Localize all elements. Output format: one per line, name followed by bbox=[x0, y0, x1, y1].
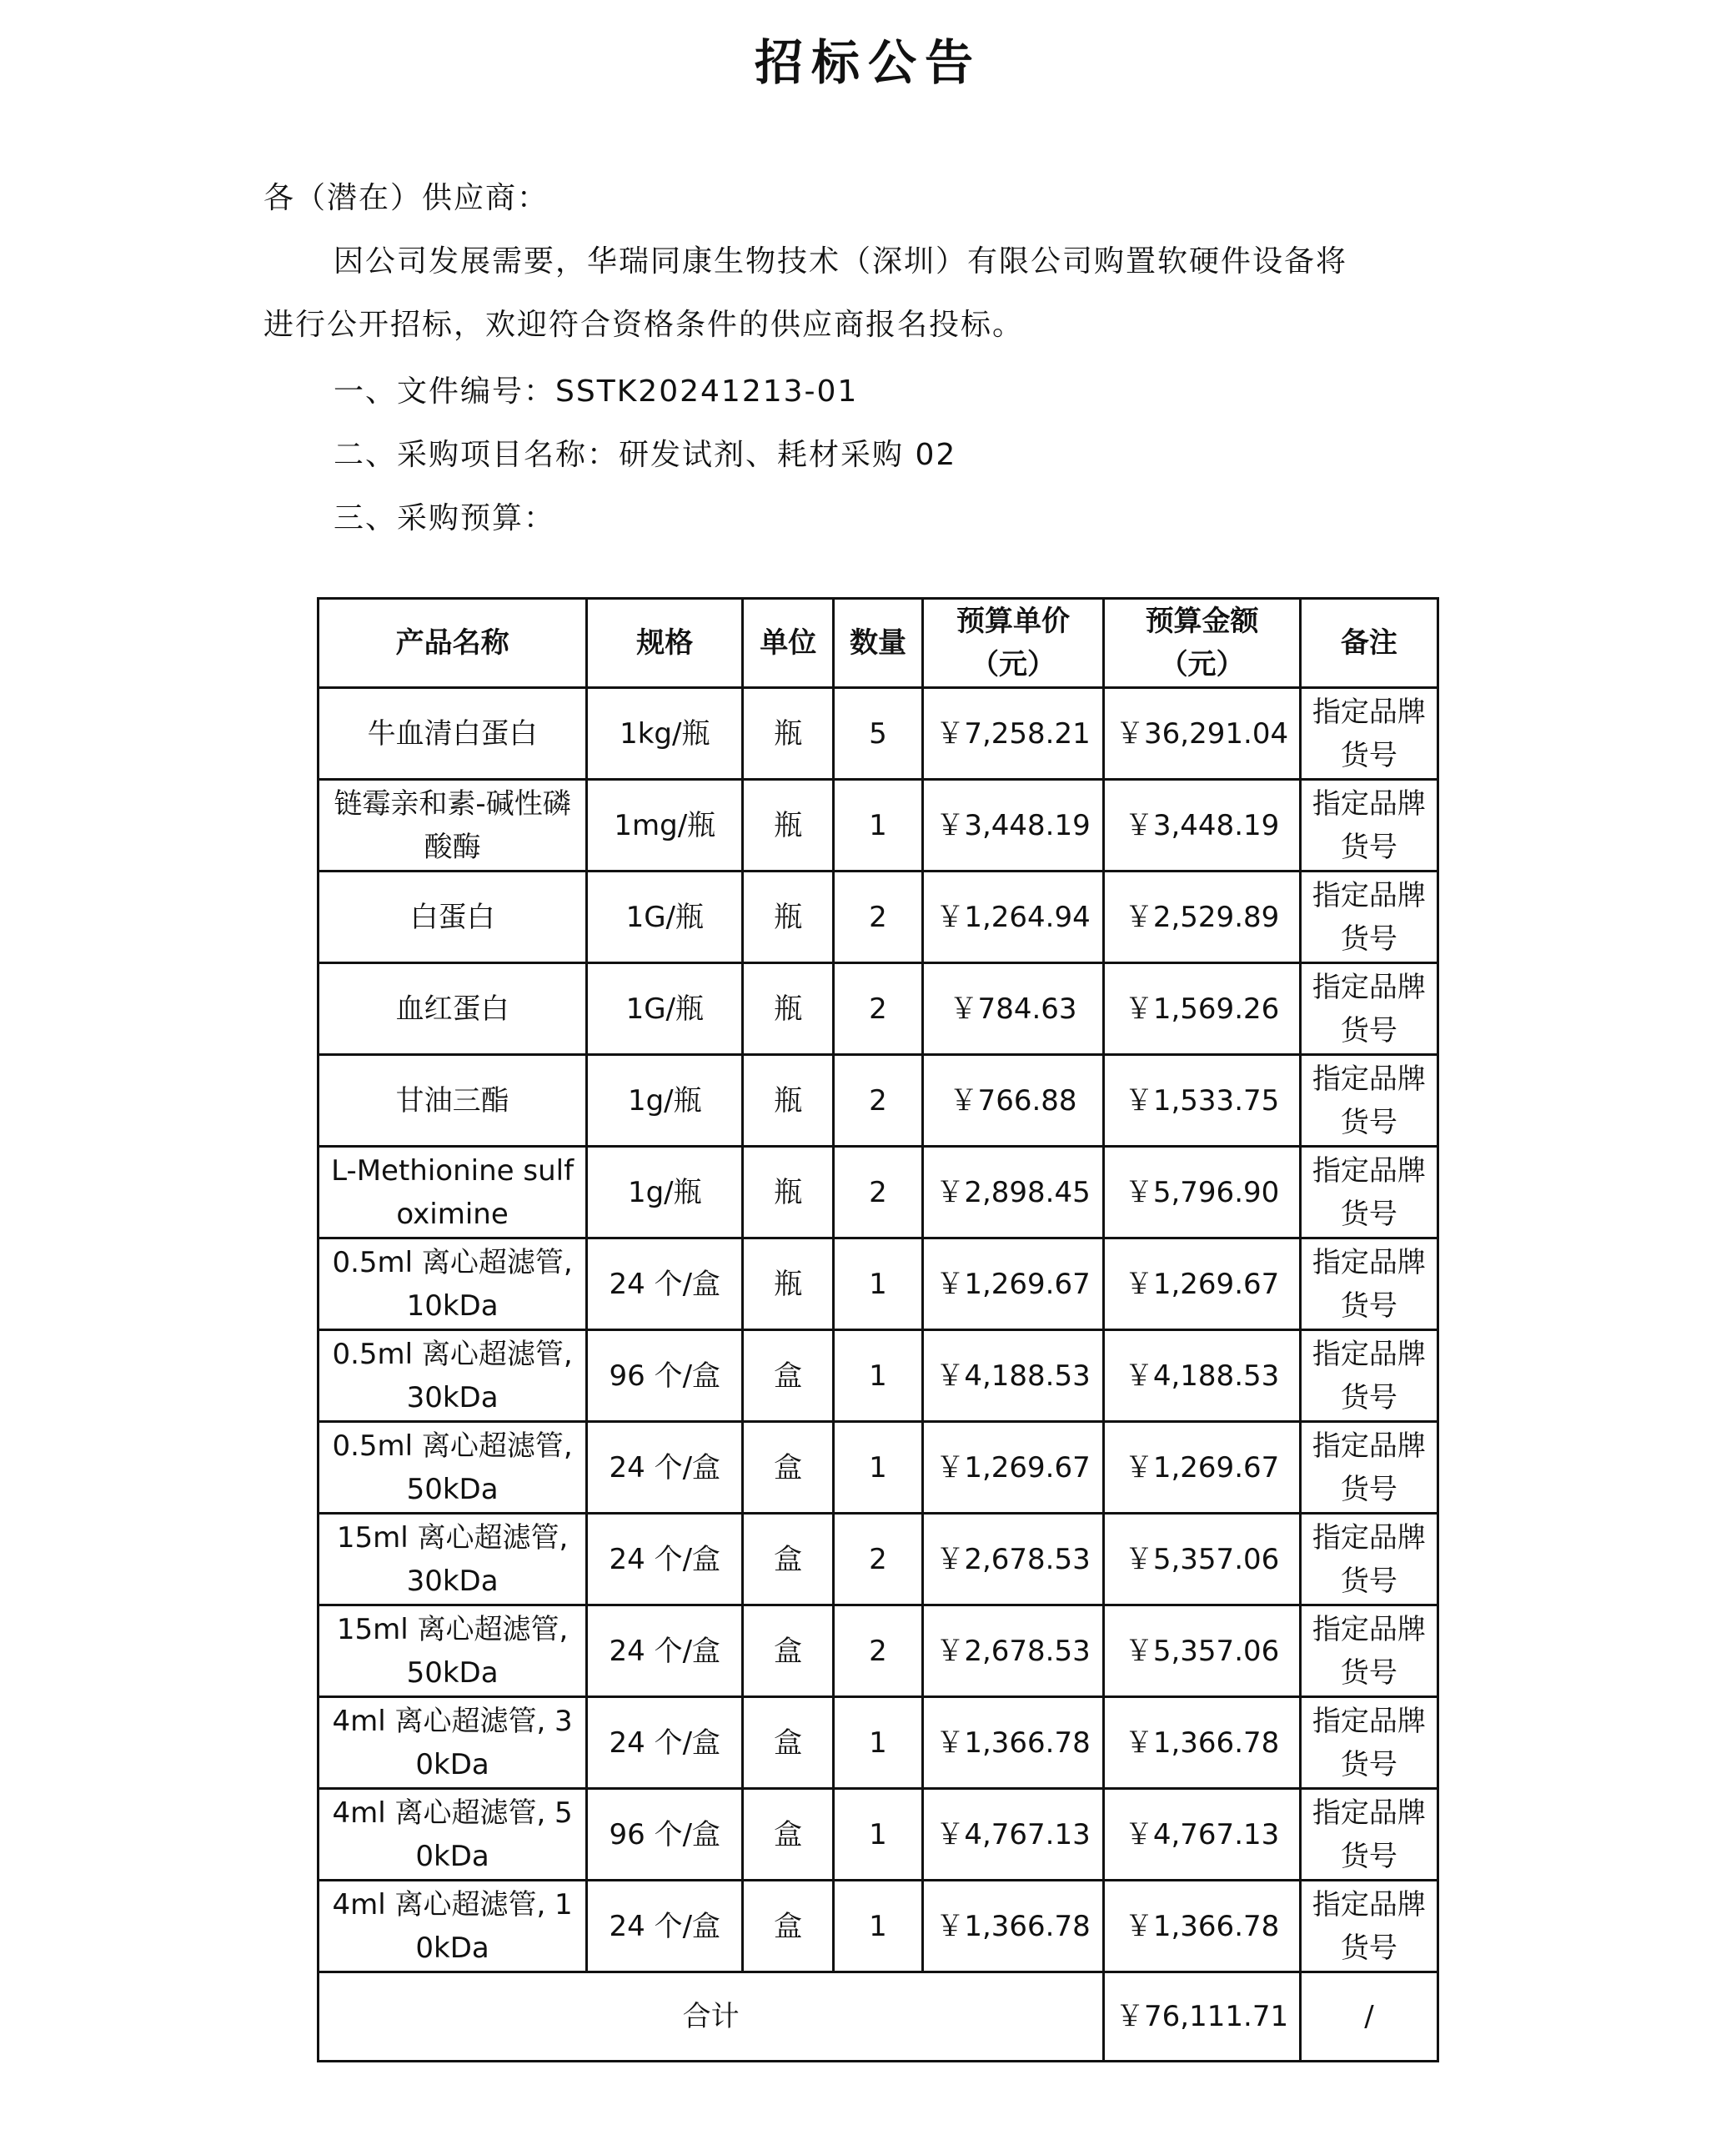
cell-amount: ￥1,533.75 bbox=[1104, 1055, 1301, 1147]
cell-remark: 指定品牌货号 bbox=[1300, 1330, 1437, 1422]
cell-quantity: 2 bbox=[834, 963, 923, 1055]
total-label: 合计 bbox=[319, 1972, 1104, 2062]
header-quantity: 数量 bbox=[834, 599, 923, 688]
cell-amount: ￥4,767.13 bbox=[1104, 1789, 1301, 1881]
cell-remark: 指定品牌货号 bbox=[1300, 1605, 1437, 1697]
table-row bbox=[319, 1514, 1438, 1605]
cell-amount: ￥4,188.53 bbox=[1104, 1330, 1301, 1422]
cell-remark: 指定品牌货号 bbox=[1300, 1238, 1437, 1330]
cell-amount: ￥1,366.78 bbox=[1104, 1881, 1301, 1972]
cell-spec: 24 个/盒 bbox=[587, 1881, 743, 1972]
cell-remark: 指定品牌货号 bbox=[1300, 1514, 1437, 1605]
cell-spec: 96 个/盒 bbox=[587, 1789, 743, 1881]
cell-unit-price: ￥1,269.67 bbox=[922, 1422, 1103, 1514]
cell-unit-price: ￥7,258.21 bbox=[922, 688, 1103, 780]
header-unit-price: 预算单价（元） bbox=[922, 599, 1103, 688]
cell-unit-price: ￥2,678.53 bbox=[922, 1514, 1103, 1605]
cell-product-name: 4ml 离心超滤管, 30kDa bbox=[319, 1697, 587, 1789]
cell-quantity: 1 bbox=[834, 780, 923, 872]
cell-unit-price: ￥1,269.67 bbox=[922, 1238, 1103, 1330]
cell-spec: 24 个/盒 bbox=[587, 1605, 743, 1697]
header-unit: 单位 bbox=[743, 599, 834, 688]
table-header-row bbox=[319, 599, 1438, 688]
header-product-name: 产品名称 bbox=[319, 599, 587, 688]
cell-product-name: L-Methionine sulfoximine bbox=[319, 1147, 587, 1238]
cell-spec: 24 个/盒 bbox=[587, 1238, 743, 1330]
cell-unit: 瓶 bbox=[743, 872, 834, 963]
cell-product-name: 4ml 离心超滤管, 50kDa bbox=[319, 1789, 587, 1881]
header-amount: 预算金额（元） bbox=[1104, 599, 1301, 688]
cell-product-name: 甘油三酯 bbox=[319, 1055, 587, 1147]
table-body bbox=[319, 688, 1438, 1972]
file-number: 一、文件编号：SSTK20241213-01 bbox=[334, 374, 859, 409]
cell-unit-price: ￥1,264.94 bbox=[922, 872, 1103, 963]
budget-heading: 三、采购预算： bbox=[334, 501, 556, 535]
total-remark: / bbox=[1300, 1972, 1437, 2062]
cell-product-name: 0.5ml 离心超滤管, 50kDa bbox=[319, 1422, 587, 1514]
cell-spec: 24 个/盒 bbox=[587, 1422, 743, 1514]
header-spec: 规格 bbox=[587, 599, 743, 688]
cell-spec: 1g/瓶 bbox=[587, 1147, 743, 1238]
cell-spec: 1G/瓶 bbox=[587, 872, 743, 963]
cell-unit: 瓶 bbox=[743, 1238, 834, 1330]
cell-amount: ￥1,366.78 bbox=[1104, 1697, 1301, 1789]
table-row bbox=[319, 780, 1438, 872]
cell-remark: 指定品牌货号 bbox=[1300, 1881, 1437, 1972]
cell-unit-price: ￥1,366.78 bbox=[922, 1697, 1103, 1789]
cell-spec: 96 个/盒 bbox=[587, 1330, 743, 1422]
cell-amount: ￥5,796.90 bbox=[1104, 1147, 1301, 1238]
table-row bbox=[319, 1055, 1438, 1147]
cell-unit: 瓶 bbox=[743, 780, 834, 872]
cell-unit-price: ￥3,448.19 bbox=[922, 780, 1103, 872]
cell-quantity: 2 bbox=[834, 872, 923, 963]
cell-amount: ￥5,357.06 bbox=[1104, 1605, 1301, 1697]
cell-unit: 盒 bbox=[743, 1697, 834, 1789]
intro-line-1: 因公司发展需要，华瑞同康生物技术（深圳）有限公司购置软硬件设备将 bbox=[334, 244, 1348, 279]
cell-spec: 24 个/盒 bbox=[587, 1697, 743, 1789]
cell-amount: ￥1,269.67 bbox=[1104, 1238, 1301, 1330]
cell-unit-price: ￥1,366.78 bbox=[922, 1881, 1103, 1972]
cell-remark: 指定品牌货号 bbox=[1300, 1147, 1437, 1238]
cell-unit-price: ￥2,678.53 bbox=[922, 1605, 1103, 1697]
cell-quantity: 2 bbox=[834, 1514, 923, 1605]
cell-product-name: 0.5ml 离心超滤管, 10kDa bbox=[319, 1238, 587, 1330]
table-row bbox=[319, 1238, 1438, 1330]
cell-quantity: 2 bbox=[834, 1605, 923, 1697]
cell-unit-price: ￥4,188.53 bbox=[922, 1330, 1103, 1422]
table-row bbox=[319, 963, 1438, 1055]
cell-unit: 盒 bbox=[743, 1605, 834, 1697]
document-title: 招标公告 bbox=[754, 34, 981, 91]
cell-unit: 盒 bbox=[743, 1514, 834, 1605]
cell-quantity: 5 bbox=[834, 688, 923, 780]
cell-quantity: 1 bbox=[834, 1422, 923, 1514]
cell-quantity: 2 bbox=[834, 1147, 923, 1238]
total-row bbox=[319, 1972, 1438, 2062]
cell-quantity: 1 bbox=[834, 1789, 923, 1881]
cell-amount: ￥5,357.06 bbox=[1104, 1514, 1301, 1605]
table-row bbox=[319, 1789, 1438, 1881]
cell-unit: 瓶 bbox=[743, 963, 834, 1055]
cell-product-name: 白蛋白 bbox=[319, 872, 587, 963]
cell-unit: 瓶 bbox=[743, 1147, 834, 1238]
table-row bbox=[319, 1330, 1438, 1422]
cell-unit: 盒 bbox=[743, 1330, 834, 1422]
table-row bbox=[319, 1881, 1438, 1972]
salutation: 各（潜在）供应商： bbox=[263, 181, 549, 215]
header-remark: 备注 bbox=[1300, 599, 1437, 688]
cell-remark: 指定品牌货号 bbox=[1300, 872, 1437, 963]
cell-quantity: 1 bbox=[834, 1881, 923, 1972]
cell-spec: 1kg/瓶 bbox=[587, 688, 743, 780]
cell-remark: 指定品牌货号 bbox=[1300, 1789, 1437, 1881]
cell-spec: 1mg/瓶 bbox=[587, 780, 743, 872]
cell-unit: 盒 bbox=[743, 1422, 834, 1514]
total-amount: ￥76,111.71 bbox=[1104, 1972, 1301, 2062]
table-row bbox=[319, 688, 1438, 780]
cell-spec: 24 个/盒 bbox=[587, 1514, 743, 1605]
cell-unit-price: ￥2,898.45 bbox=[922, 1147, 1103, 1238]
cell-remark: 指定品牌货号 bbox=[1300, 1055, 1437, 1147]
table-row bbox=[319, 1697, 1438, 1789]
cell-quantity: 1 bbox=[834, 1697, 923, 1789]
cell-quantity: 1 bbox=[834, 1330, 923, 1422]
table-row bbox=[319, 1422, 1438, 1514]
table-row bbox=[319, 1605, 1438, 1697]
table-row bbox=[319, 872, 1438, 963]
cell-amount: ￥3,448.19 bbox=[1104, 780, 1301, 872]
cell-unit-price: ￥4,767.13 bbox=[922, 1789, 1103, 1881]
cell-remark: 指定品牌货号 bbox=[1300, 780, 1437, 872]
table-row bbox=[319, 1147, 1438, 1238]
cell-quantity: 2 bbox=[834, 1055, 923, 1147]
cell-quantity: 1 bbox=[834, 1238, 923, 1330]
cell-remark: 指定品牌货号 bbox=[1300, 1697, 1437, 1789]
cell-unit-price: ￥784.63 bbox=[922, 963, 1103, 1055]
cell-product-name: 0.5ml 离心超滤管, 30kDa bbox=[319, 1330, 587, 1422]
budget-table bbox=[317, 597, 1439, 2062]
cell-product-name: 链霉亲和素-碱性磷酸酶 bbox=[319, 780, 587, 872]
intro-line-2: 进行公开招标，欢迎符合资格条件的供应商报名投标。 bbox=[263, 308, 1025, 342]
cell-unit: 盒 bbox=[743, 1789, 834, 1881]
cell-product-name: 牛血清白蛋白 bbox=[319, 688, 587, 780]
cell-amount: ￥36,291.04 bbox=[1104, 688, 1301, 780]
cell-amount: ￥1,569.26 bbox=[1104, 963, 1301, 1055]
cell-spec: 1G/瓶 bbox=[587, 963, 743, 1055]
cell-product-name: 血红蛋白 bbox=[319, 963, 587, 1055]
project-name: 二、采购项目名称：研发试剂、耗材采购 02 bbox=[334, 438, 957, 472]
cell-amount: ￥1,269.67 bbox=[1104, 1422, 1301, 1514]
cell-spec: 1g/瓶 bbox=[587, 1055, 743, 1147]
cell-amount: ￥2,529.89 bbox=[1104, 872, 1301, 963]
cell-product-name: 4ml 离心超滤管, 10kDa bbox=[319, 1881, 587, 1972]
cell-product-name: 15ml 离心超滤管, 30kDa bbox=[319, 1514, 587, 1605]
cell-unit: 瓶 bbox=[743, 688, 834, 780]
cell-remark: 指定品牌货号 bbox=[1300, 1422, 1437, 1514]
cell-unit-price: ￥766.88 bbox=[922, 1055, 1103, 1147]
cell-product-name: 15ml 离心超滤管, 50kDa bbox=[319, 1605, 587, 1697]
cell-unit: 盒 bbox=[743, 1881, 834, 1972]
cell-unit: 瓶 bbox=[743, 1055, 834, 1147]
cell-remark: 指定品牌货号 bbox=[1300, 688, 1437, 780]
cell-remark: 指定品牌货号 bbox=[1300, 963, 1437, 1055]
